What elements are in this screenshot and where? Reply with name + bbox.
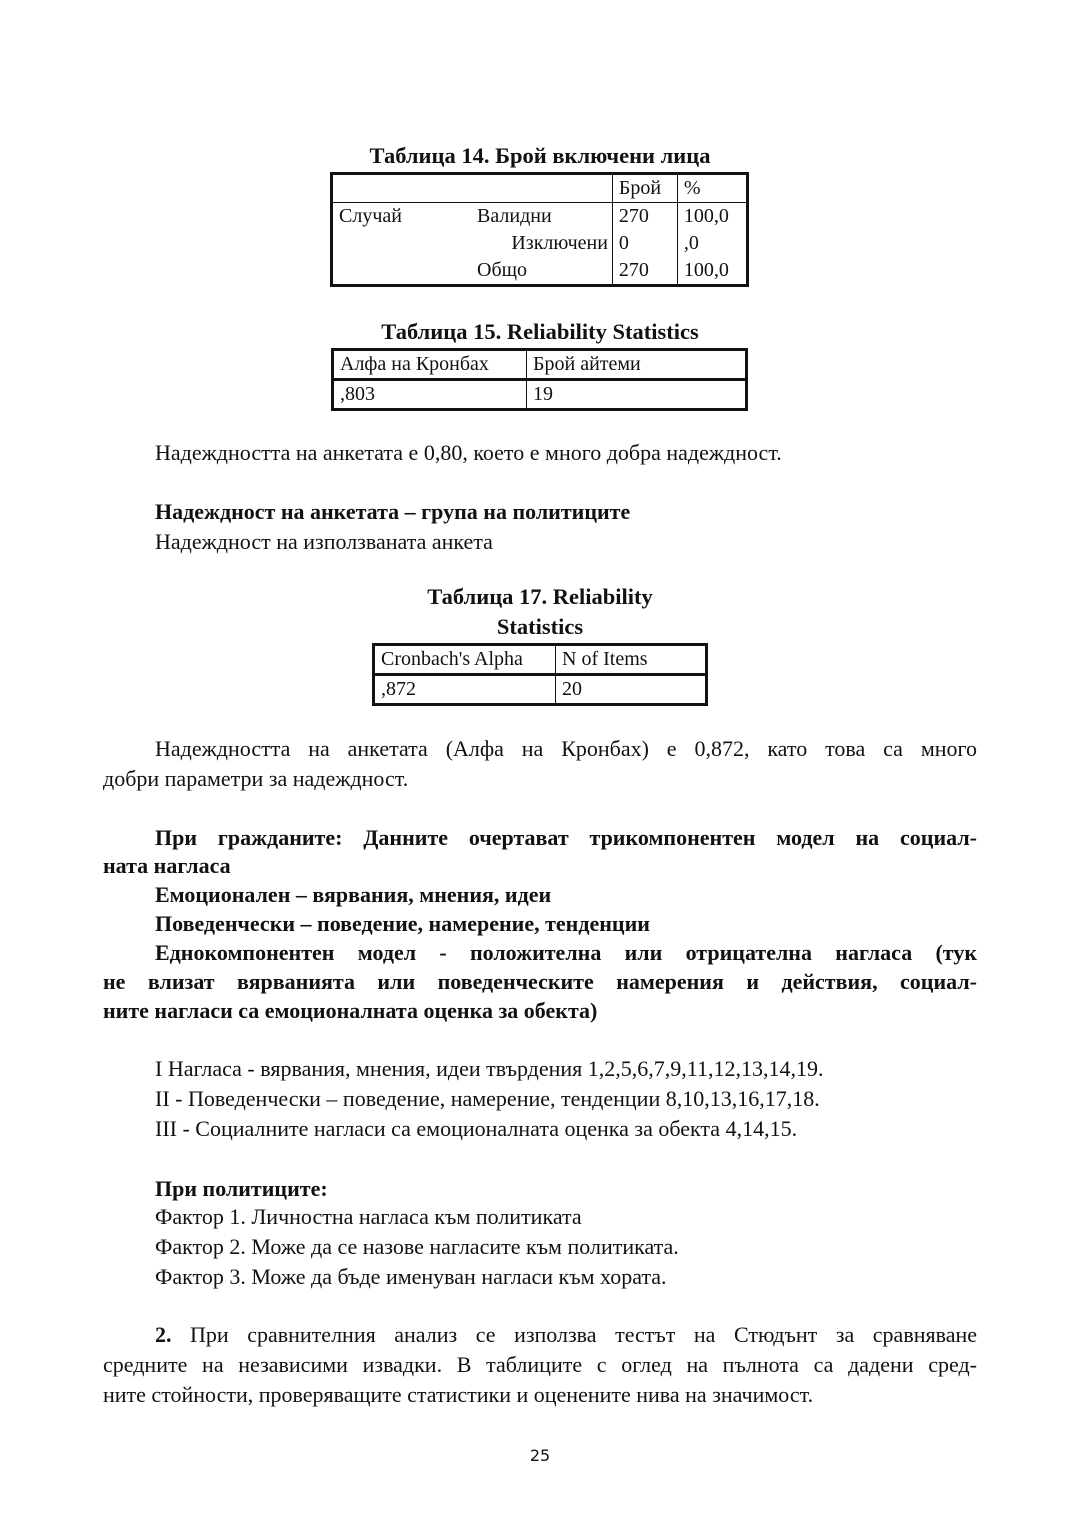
- table-row: [332, 174, 748, 203]
- table-cell: 20: [556, 675, 707, 705]
- table-row: [333, 380, 747, 410]
- table-row: [374, 645, 707, 675]
- table-cell: ,872: [374, 675, 556, 705]
- row-label: Валидни: [455, 203, 612, 231]
- one-component-line3: ните нагласи са емоционалната оценка за обекта): [103, 998, 598, 1023]
- table-14-caption: Таблица 14. Брой включени лица: [369, 143, 711, 168]
- emotional-component: Емоционален – вярвания, мнения, идеи: [155, 882, 552, 907]
- politicians-factor-3: Фактор 3. Може да бъде именуван нагласи към хората.: [155, 1264, 667, 1289]
- politicians-factor-2: Фактор 2. Може да се назове нагласите към политиката.: [155, 1234, 679, 1259]
- table-header-cell: Брой: [612, 174, 677, 203]
- table-cell: 270: [612, 257, 677, 286]
- table-header-cell: [332, 174, 613, 203]
- table-row: [374, 675, 707, 705]
- table-header-cell: Брой айтеми: [527, 350, 747, 380]
- one-component-line1: Еднокомпонентен модел - положителна или отрицателна нагласа (тук: [155, 940, 977, 965]
- table-row: [332, 257, 748, 286]
- table-15: [331, 348, 748, 411]
- table-cell: ,0: [677, 230, 747, 257]
- reliability-note: Надеждността на анкетата е 0,80, което е много добра надеждност.: [155, 440, 782, 465]
- table-header-cell: Алфа на Кронбах: [333, 350, 527, 380]
- table-cell: 270: [612, 203, 677, 231]
- politicians-heading: При политиците:: [155, 1176, 328, 1201]
- table-15-caption: Таблица 15. Reliability Statistics: [381, 319, 699, 344]
- section-subheading: Надеждност на използваната анкета: [155, 529, 493, 554]
- row-label: Общо: [455, 257, 612, 286]
- table-header-cell: %: [677, 174, 747, 203]
- comparison-paragraph-line2: средните на независими извадки. В таблиците с оглед на пълнота са дадени сред-: [103, 1352, 977, 1377]
- paragraph-number: 2.: [155, 1322, 172, 1347]
- cronbach-paragraph-line2: добри параметри за надеждност.: [103, 766, 409, 791]
- case-group-label: Случай: [332, 203, 456, 231]
- comparison-paragraph-line3: ните стойности, проверяващите статистики и оценените нива на значимост.: [103, 1382, 814, 1407]
- table-row: [332, 203, 748, 231]
- table-14: [330, 172, 749, 287]
- table-cell: [332, 257, 456, 286]
- citizens-heading-line1: При гражданите: Данните очертават трикомпонентен модел на социал-: [155, 825, 977, 850]
- cronbach-paragraph-line1: Надеждността на анкетата (Алфа на Кронбах) е 0,872, като това са много: [155, 736, 977, 761]
- table-row: [332, 230, 748, 257]
- factor-social: III - Социалните нагласи са емоционалната оценка за обекта 4,14,15.: [155, 1116, 798, 1141]
- row-label: Изключени: [455, 230, 612, 257]
- paragraph-text: При сравнителния анализ се използва тестът на Стюдънт за сравняване: [171, 1322, 977, 1347]
- behavioral-component: Поведенчески – поведение, намерение, тенденции: [155, 911, 650, 936]
- page-number: 25: [529, 1446, 551, 1465]
- table-cell: 100,0: [677, 203, 747, 231]
- one-component-line2: не влизат вярванията или поведенческите намерения и действия, социал-: [103, 969, 977, 994]
- table-cell: ,803: [333, 380, 527, 410]
- comparison-paragraph-line1: [103, 1320, 977, 1350]
- table-row: [333, 350, 747, 380]
- table-17: [372, 643, 708, 706]
- table-cell: 100,0: [677, 257, 747, 286]
- table-cell: 19: [527, 380, 747, 410]
- table-cell: [332, 230, 456, 257]
- factor-attitude: I Нагласа - вярвания, мнения, идеи твърдения 1,2,5,6,7,9,11,12,13,14,19.: [155, 1056, 824, 1081]
- factor-behavioral: II - Поведенчески – поведение, намерение, тенденции 8,10,13,16,17,18.: [155, 1086, 820, 1111]
- table-17-caption-line2: Statistics: [496, 614, 584, 639]
- table-cell: 0: [612, 230, 677, 257]
- politicians-factor-1: Фактор 1. Личностна нагласа към политиката: [155, 1204, 582, 1229]
- table-header-cell: N of Items: [556, 645, 707, 675]
- table-17-caption-line1: Таблица 17. Reliability: [427, 584, 653, 609]
- section-heading-politicians: Надеждност на анкетата – група на политиците: [155, 499, 631, 524]
- table-header-cell: Cronbach's Alpha: [374, 645, 556, 675]
- citizens-heading-line2: ната нагласа: [103, 853, 231, 878]
